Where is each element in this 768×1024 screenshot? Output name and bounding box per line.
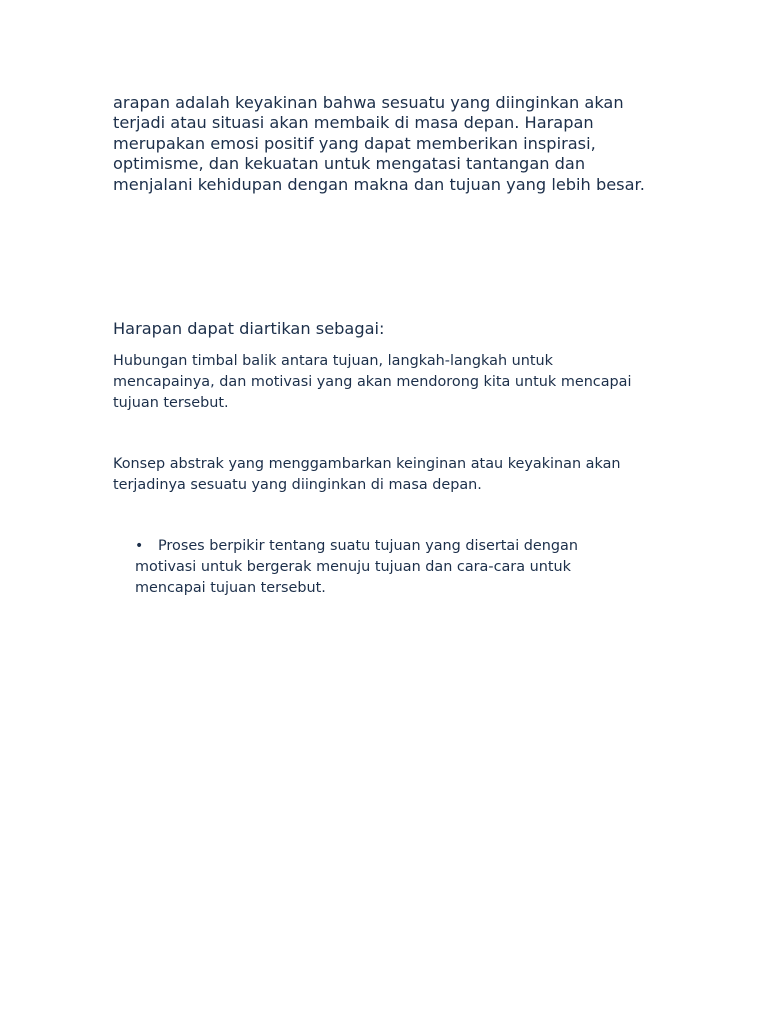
intro-paragraph: arapan adalah keyakinan bahwa sesuatu yang diinginkan akan terjadi atau situasi akan membaik di masa depan. Harapan merupakan emosi positif yang dapat memberikan inspirasi, optimisme, dan kekuatan untuk mengatasi tantangan dan menjalani kehidupan dengan makna dan tujuan yang lebih besar. — [113, 93, 645, 194]
bullet-list — [135, 536, 615, 600]
list-item-text: Proses berpikir tentang suatu tujuan yang disertai dengan motivasi untuk bergerak menuju tujuan dan cara-cara untuk mencapai tujuan tersebut. — [135, 538, 578, 597]
definition-paragraph: Hubungan timbal balik antara tujuan, langkah-langkah untuk mencapainya, dan motivasi yang akan mendorong kita untuk mencapai tujuan tersebut. — [113, 353, 632, 412]
section-heading: Harapan dapat diartikan sebagai: — [113, 319, 385, 338]
bullet-marker: • — [135, 538, 144, 554]
definition-paragraph: Konsep abstrak yang menggambarkan keinginan atau keyakinan akan terjadinya sesuatu yang diinginkan di masa depan. — [113, 456, 621, 494]
list-item — [135, 536, 615, 600]
